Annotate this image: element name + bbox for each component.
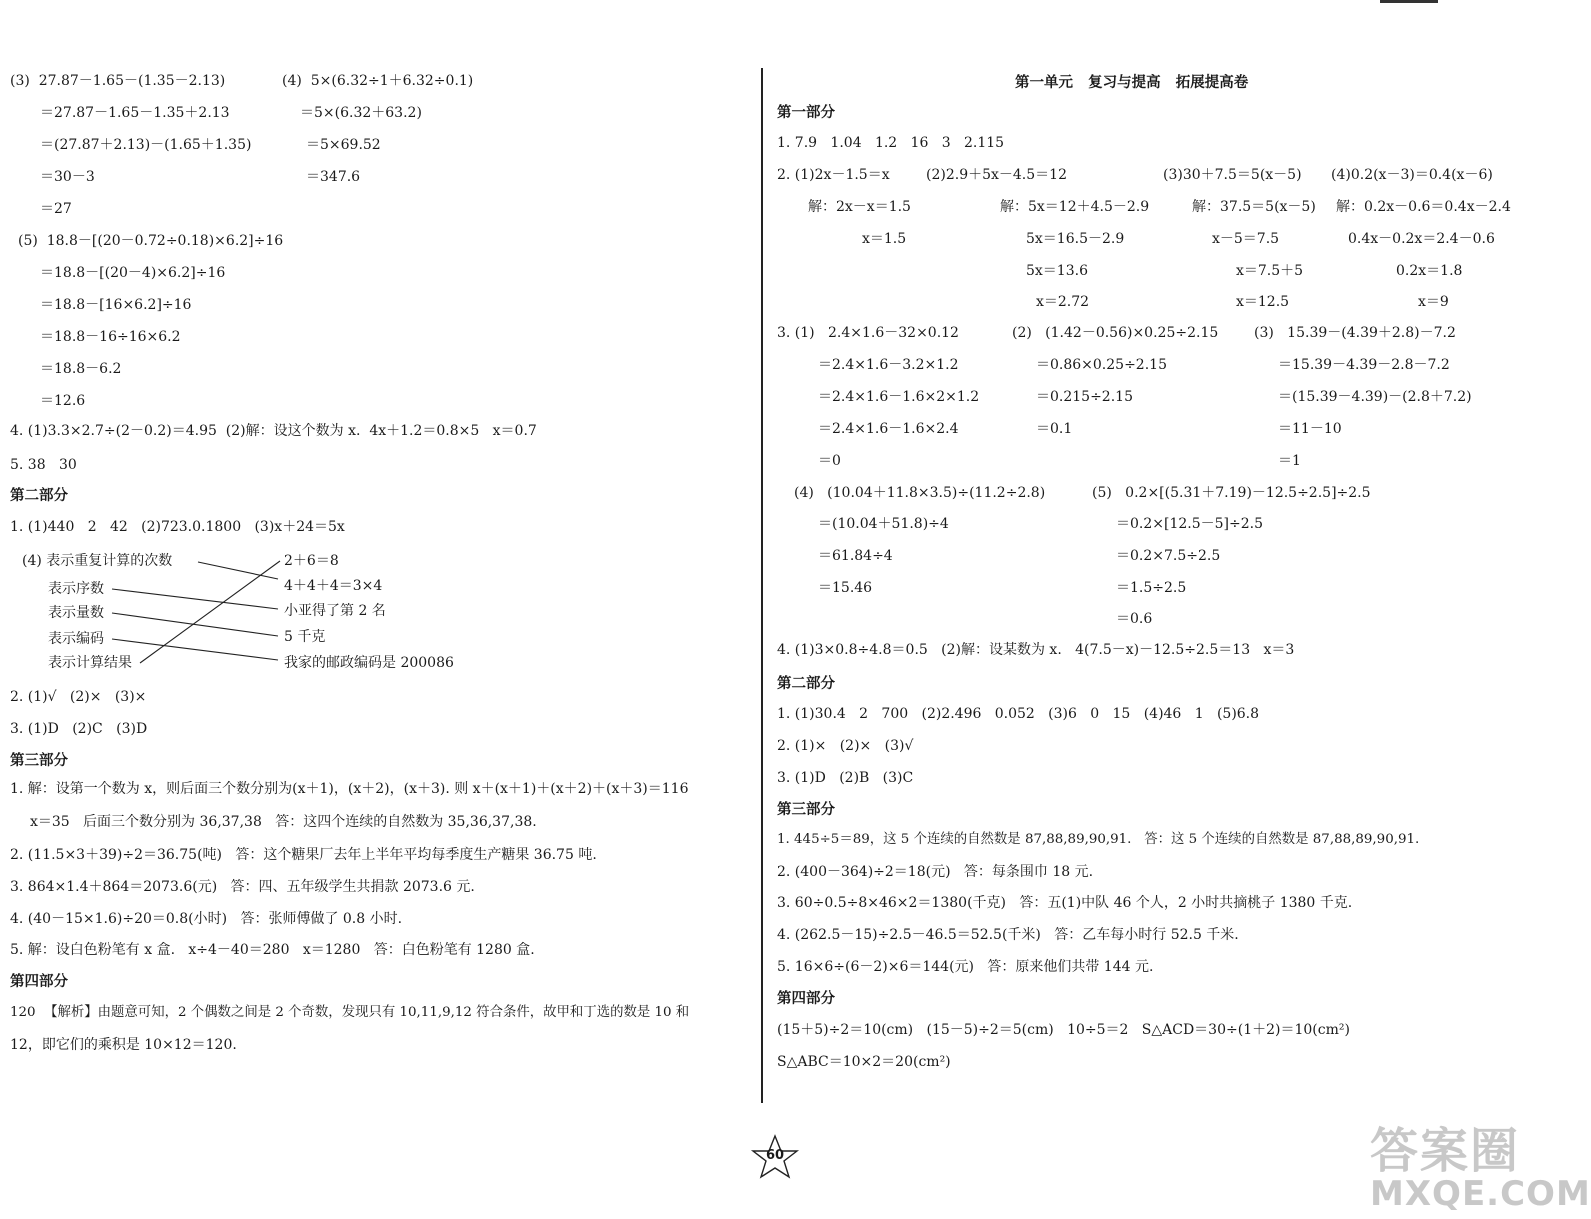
text-line: 4. (40－15×1.6)÷20＝0.8(小时) 答：张师傅做了 0.8 小时. (10, 911, 403, 927)
text-line: 4. (262.5－15)÷2.5－46.5＝52.5(千米) 答：乙车每小时行 52.5 千米. (777, 927, 1239, 943)
section-heading: 第四部分 (10, 974, 68, 990)
text-line: (4) 5×(6.32÷1＋6.32÷0.1) (282, 73, 474, 89)
text-line: ＝(27.87＋2.13)－(1.65＋1.35) (40, 137, 252, 153)
text-line: ＝0.1 (1036, 421, 1073, 437)
text-line: (5) 0.2×[(5.31＋7.19)－12.5÷2.5]÷2.5 (1092, 485, 1371, 501)
text-line: 解：5x＝12＋4.5－2.9 (1000, 199, 1150, 215)
text-line: 解：0.2x－0.6＝0.4x－2.4 (1336, 199, 1511, 215)
match-left-item: 表示量数 (48, 605, 104, 621)
text-line: 解：37.5＝5(x－5) (1192, 199, 1316, 215)
text-line: ＝18.8－16÷16×6.2 (40, 329, 181, 345)
text-line: 2. (400－364)÷2＝18(元) 答：每条围巾 18 元. (777, 864, 1094, 880)
page-number: 60 (765, 1148, 785, 1163)
text-line: ＝0.215÷2.15 (1036, 389, 1133, 405)
text-line: ＝18.8－6.2 (40, 361, 122, 377)
text-line: (4) (10.04＋11.8×3.5)÷(11.2÷2.8) (794, 485, 1046, 501)
section-heading: 第二部分 (777, 676, 835, 692)
text-line: ＝0.2×7.5÷2.5 (1116, 548, 1221, 564)
text-line: 0.2x＝1.8 (1396, 263, 1463, 279)
text-line: 2. (11.5×3＋39)÷2＝36.75(吨) 答：这个糖果厂去年上半年平均每季度生产糖果 36.75 吨. (10, 847, 597, 863)
text-line: ＝2.4×1.6－1.6×2.4 (818, 421, 959, 437)
text-line: 2. (1)√ (2)× (3)× (10, 689, 147, 705)
text-line: 4. (1)3.3×2.7÷(2－0.2)＝4.95 (2)解：设这个数为 x. 4x＋1.2＝0.8×5 x＝0.7 (10, 423, 537, 439)
text-line: 1. 7.9 1.04 1.2 16 3 2.115 (777, 135, 1005, 151)
text-line: 3. (1) 2.4×1.6－32×0.12 (777, 325, 959, 341)
text-line: (2) (1.42－0.56)×0.25÷2.15 (1012, 325, 1219, 341)
text-line: 3. (1)D (2)B (3)C (777, 770, 914, 786)
watermark-text: 答案圈 (1370, 1123, 1521, 1179)
text-line: 5x＝13.6 (1026, 263, 1088, 279)
page-title: 第一单元 复习与提高 拓展提高卷 (1015, 75, 1249, 91)
match-left-item: 表示计算结果 (48, 655, 132, 671)
text-line: ＝1.5÷2.5 (1116, 580, 1187, 596)
section-heading: 第一部分 (777, 105, 835, 121)
text-line: x＝9 (1418, 294, 1449, 310)
text-line: ＝1 (1278, 453, 1301, 469)
match-line (112, 589, 278, 609)
match-right-item: 4＋4＋4＝3×4 (284, 578, 383, 594)
text-line: (2)2.9＋5x－4.5＝12 (926, 167, 1067, 183)
text-line: (5) 18.8－[(20－0.72÷0.18)×6.2]÷16 (18, 233, 284, 249)
text-line: x－5＝7.5 (1212, 231, 1280, 247)
text-line: x＝2.72 (1036, 294, 1090, 310)
text-line: 4. (1)3×0.8÷4.8＝0.5 (2)解：设某数为 x. 4(7.5－x)－12.5÷2.5＝13 x＝3 (777, 642, 1295, 658)
text-line: x＝7.5＋5 (1236, 263, 1304, 279)
text-line: ＝15.39－4.39－2.8－7.2 (1278, 357, 1450, 373)
match-left-item: (4) 表示重复计算的次数 (22, 553, 173, 569)
text-line: 120 【解析】由题意可知，2 个偶数之间是 2 个奇数，发现只有 10,11,9,12 符合条件，故甲和丁选的数是 10 和 (10, 1005, 690, 1020)
text-line: 3. 864×1.4＋864＝2073.6(元) 答：四、五年级学生共捐款 2073.6 元. (10, 879, 475, 895)
text-line: ＝0.86×0.25÷2.15 (1036, 357, 1167, 373)
text-line: x＝12.5 (1236, 294, 1290, 310)
text-line: ＝0.2×[12.5－5]÷2.5 (1116, 516, 1263, 532)
section-heading: 第四部分 (777, 991, 835, 1007)
section-heading: 第三部分 (777, 802, 835, 818)
text-line: 5. 解：设白色粉笔有 x 盒. x÷4－40＝280 x＝1280 答：白色粉笔有 1280 盒. (10, 942, 535, 958)
text-line: ＝5×(6.32＋63.2) (300, 105, 422, 121)
match-line (112, 613, 278, 636)
text-line: 3. (1)D (2)C (3)D (10, 721, 148, 737)
match-right-item: 我家的邮政编码是 200086 (284, 655, 454, 671)
match-right-item: 2＋6＝8 (284, 553, 339, 569)
match-line (112, 639, 278, 660)
text-line: (3) 15.39－(4.39＋2.8)－7.2 (1254, 325, 1456, 341)
text-line: ＝2.4×1.6－1.6×2×1.2 (818, 389, 980, 405)
text-line: ＝61.84÷4 (818, 548, 893, 564)
text-line: ＝18.8－[(20－4)×6.2]÷16 (40, 265, 226, 281)
text-line: 1. (1)440 2 42 (2)723.0.1800 (3)x＋24＝5x (10, 519, 345, 535)
text-line: ＝0.6 (1116, 611, 1153, 627)
text-line: ＝(10.04＋51.8)÷4 (818, 516, 949, 532)
text-line: ＝11－10 (1278, 421, 1342, 437)
text-line: ＝27 (40, 201, 72, 217)
match-line (198, 562, 278, 579)
text-line: ＝2.4×1.6－3.2×1.2 (818, 357, 959, 373)
match-right-item: 5 千克 (284, 629, 326, 645)
text-line: ＝(15.39－4.39)－(2.8＋7.2) (1278, 389, 1472, 405)
text-line: ＝18.8－[16×6.2]÷16 (40, 297, 192, 313)
text-line: 2. (1)2x－1.5＝x (777, 167, 890, 183)
text-line: (15＋5)÷2＝10(cm) (15－5)÷2＝5(cm) 10÷5＝2 S△ACD＝30÷(1＋2)＝10(cm²) (777, 1022, 1350, 1038)
text-line: 5x＝16.5－2.9 (1026, 231, 1125, 247)
text-line: 解：2x－x＝1.5 (808, 199, 911, 215)
text-line: 3. 60÷0.5÷8×46×2＝1380(千克) 答：五(1)中队 46 个人，2 小时共摘桃子 1380 千克. (777, 895, 1353, 911)
text-line: 2. (1)× (2)× (3)√ (777, 738, 914, 754)
text-line: 12，即它们的乘积是 10×12＝120. (10, 1037, 237, 1053)
text-line: ＝30－3 (40, 169, 95, 185)
text-line: 1. (1)30.4 2 700 (2)2.496 0.052 (3)6 0 15 (4)46 1 (5)6.8 (777, 706, 1260, 722)
section-heading: 第二部分 (10, 488, 68, 504)
text-line: (4)0.2(x－3)＝0.4(x－6) (1331, 167, 1493, 183)
match-right-item: 小亚得了第 2 名 (284, 603, 386, 619)
text-line: ＝15.46 (818, 580, 873, 596)
text-line: ＝12.6 (40, 393, 86, 409)
text-line: S△ABC＝10×2＝20(cm²) (777, 1054, 951, 1070)
page-number-badge (751, 1134, 799, 1180)
text-line: x＝35 后面三个数分别为 36,37,38 答：这四个连续的自然数为 35,36,37,38. (30, 814, 537, 830)
text-line: 0.4x－0.2x＝2.4－0.6 (1348, 231, 1495, 247)
text-line: 1. 445÷5＝89，这 5 个连续的自然数是 87,88,89,90,91. 答：这 5 个连续的自然数是 87,88,89,90,91. (777, 832, 1420, 847)
text-line: (3)30＋7.5＝5(x－5) (1163, 167, 1302, 183)
text-line: ＝5×69.52 (306, 137, 381, 153)
match-line (140, 561, 280, 663)
section-heading: 第三部分 (10, 753, 68, 769)
match-left-item: 表示序数 (48, 581, 104, 597)
text-line: 5. 16×6÷(6－2)×6＝144(元) 答：原来他们共带 144 元. (777, 959, 1154, 975)
text-line: x＝1.5 (862, 231, 907, 247)
text-line: (3) 27.87－1.65－(1.35－2.13) (10, 73, 226, 89)
watermark (1362, 1112, 1591, 1216)
watermark-url: MXQE.COM (1370, 1174, 1591, 1214)
match-left-item: 表示编码 (48, 631, 104, 647)
text-line: ＝27.87－1.65－1.35＋2.13 (40, 105, 230, 121)
text-line: ＝0 (818, 453, 841, 469)
text-line: 1. 解：设第一个数为 x，则后面三个数分别为(x＋1)，(x＋2)，(x＋3). 则 x＋(x＋1)＋(x＋2)＋(x＋3)＝116 (10, 781, 689, 797)
text-line: ＝347.6 (306, 169, 361, 185)
text-line: 5. 38 30 (10, 457, 77, 473)
